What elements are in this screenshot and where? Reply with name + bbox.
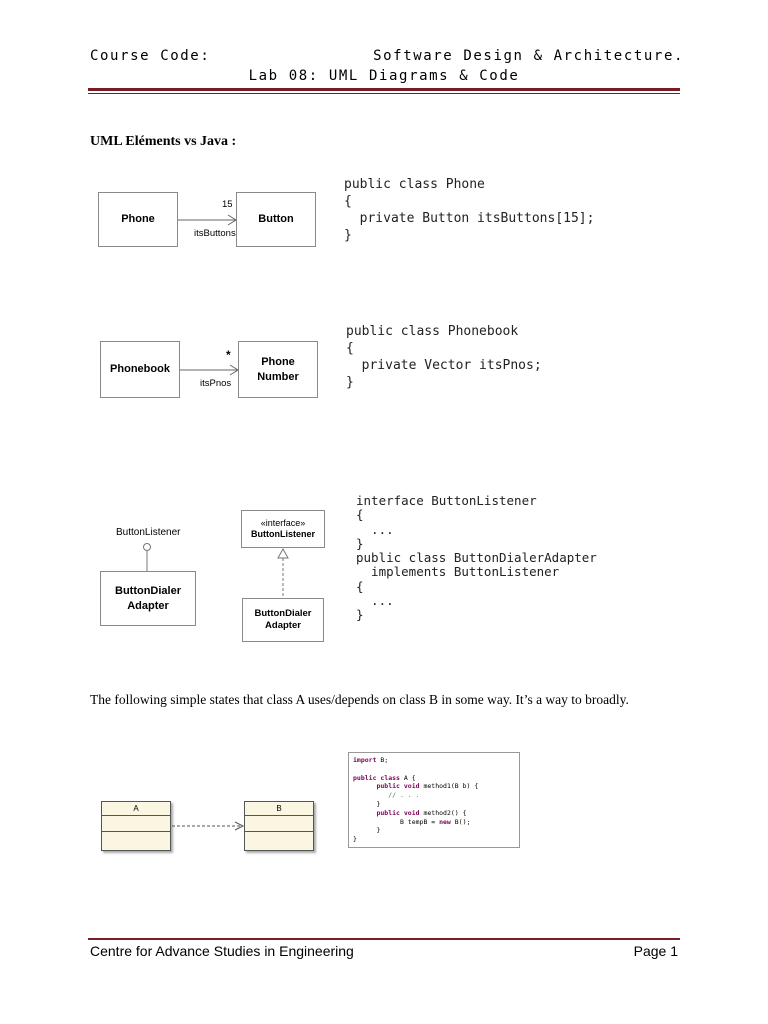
code-token [353,782,376,790]
code-line: } [344,228,352,243]
code-line: } [346,375,354,390]
class-attributes-section [102,816,170,832]
class-name: B [245,802,313,816]
lollipop-interface-symbol [140,542,154,574]
code-line: } [356,607,364,623]
lollipop-interface-label: ButtonListener [116,527,181,538]
code-line: private Button itsButtons[15]; [344,211,595,226]
code-line: public class Phone [344,177,485,192]
class-name: Phone Number [257,355,299,383]
code-token: // . . . [388,791,420,800]
code-line: private Vector itsPnos; [346,358,542,373]
code-snippet-line [353,800,515,809]
code-line: public class Phonebook [346,324,519,339]
code-token: A { [399,773,416,782]
code-token: import [353,756,377,764]
uml-class-b [244,801,314,851]
code-token: class [380,773,400,782]
code-token: void [403,808,420,817]
code-token: public [376,808,400,817]
code-token: method2() { [419,808,467,817]
section-title: UML Eléments vs Java : [90,134,237,149]
multiplicity-label: * [226,348,231,362]
uml-class-phone [98,192,178,247]
code-token: method1(B b) { [419,782,479,791]
header-rule-thick [88,88,680,91]
code-token: } [353,835,357,844]
code-line: { [356,507,364,523]
class-name: ButtonDialer Adapter [115,584,181,612]
code-line: ... [356,521,394,537]
java-code-phonebook [346,323,542,391]
uml-class-button [236,192,316,247]
code-token: public [376,782,400,791]
code-line: interface ButtonListener [356,493,537,508]
code-snippet-line [353,765,515,774]
code-line: implements ButtonListener [356,564,560,580]
code-token [353,809,376,817]
role-label: itsPnos [200,378,232,389]
code-snippet-line [353,774,515,783]
code-snippet-line [353,818,515,827]
code-snippet-box [348,752,520,848]
uml-interface-buttonlistener [241,510,325,548]
class-name: A [102,802,170,816]
code-token: void [403,782,420,791]
footer-rule [88,938,680,940]
code-snippet-line [353,782,515,791]
uml-class-phonebook [100,341,180,398]
class-attributes-section [245,816,313,832]
footer-institution: Centre for Advance Studies in Engineering [90,943,354,959]
code-token: B tempB = [353,817,440,826]
code-snippet-line [353,809,515,818]
header-rule-thin [88,93,680,94]
class-name: ButtonDialer Adapter [254,608,312,631]
code-snippet-line [353,791,515,800]
interface-stereotype: «interface» [260,518,306,528]
code-line: public class ButtonDialerAdapter [356,550,597,566]
code-line: ... [356,593,394,609]
course-title: Software Design & Architecture. [373,48,684,64]
java-code-phone [344,176,594,244]
class-name: Phone [121,213,155,225]
realization-arrow [276,548,290,598]
uml-class-buttondialer-adapter-impl [242,598,324,642]
code-line: { [344,194,352,209]
code-snippet-line [353,835,515,844]
code-token: } [353,826,381,835]
course-code: Course Code: [90,48,211,64]
code-line: { [346,341,354,356]
lab-title: Lab 08: UML Diagrams & Code [248,68,520,84]
code-snippet-line [353,826,515,835]
code-token: B(); [450,817,471,826]
code-token: } [353,799,381,808]
code-token [353,791,388,799]
class-name: Phonebook [110,363,170,375]
multiplicity-label: 15 [222,199,233,210]
class-name: Button [258,213,294,225]
footer-page-number: Page 1 [633,943,678,959]
code-line: } [356,535,364,551]
code-token: B; [376,756,389,764]
role-label: itsButtons [194,228,236,239]
code-snippet-line [353,756,515,765]
java-code-buttonlistener [356,494,597,623]
uml-class-buttondialer-adapter [100,571,196,626]
uml-class-a [101,801,171,851]
body-paragraph: The following simple states that class A uses/depends on class B in some way. It’s a way to broadly. [90,692,629,707]
interface-name: ButtonListener [251,529,315,539]
code-token: new [439,817,451,826]
code-line: { [356,578,364,594]
code-token: public [353,773,377,782]
dependency-arrow [171,818,245,834]
uml-class-phone-number [238,341,318,398]
